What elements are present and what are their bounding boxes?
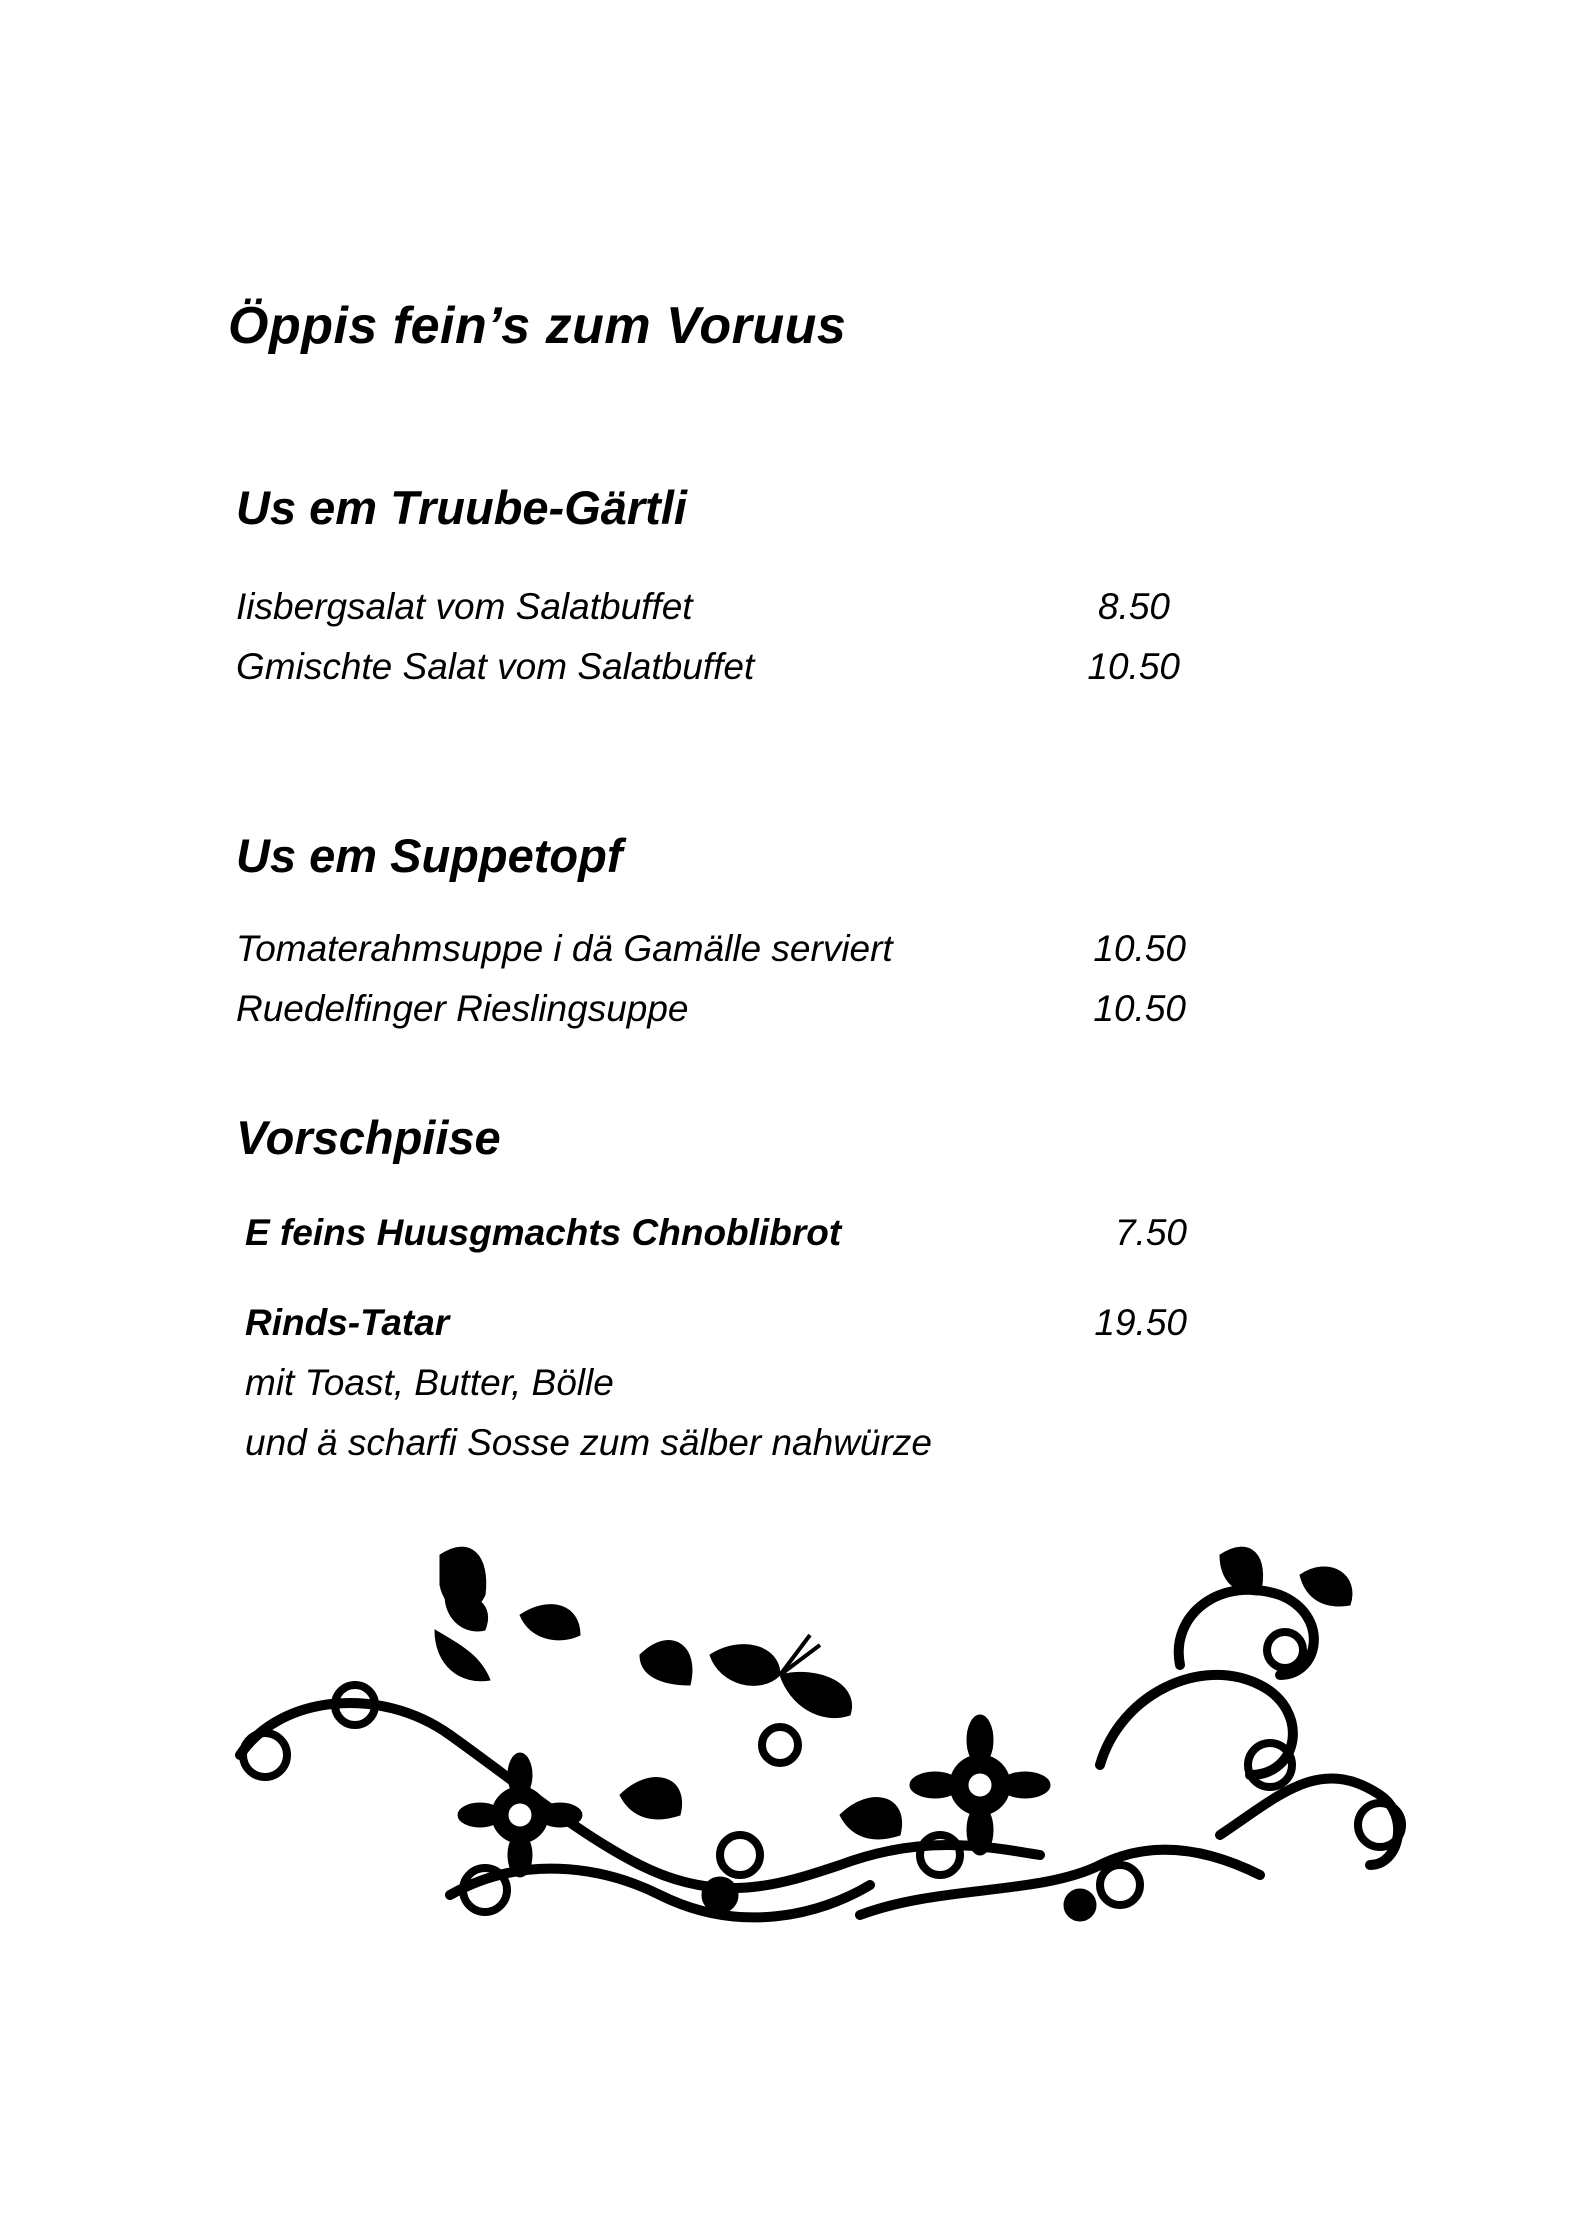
item-name: Ruedelfinger Rieslingsuppe bbox=[236, 988, 689, 1029]
menu-item-gmischte-salat bbox=[236, 646, 1180, 696]
item-name: Tomaterahmsuppe i dä Gamälle serviert bbox=[236, 928, 893, 969]
menu-item-tomaterahmsuppe bbox=[236, 928, 1186, 978]
item-name: Rinds-Tatar bbox=[245, 1302, 450, 1343]
section-heading-truube-gaertli: Us em Truube-Gärtli bbox=[236, 481, 687, 534]
item-price: 10.50 bbox=[1093, 928, 1186, 969]
menu-title: Öppis fein’s zum Voruus bbox=[228, 297, 847, 355]
item-name: Iisbergsalat vom Salatbuffet bbox=[236, 586, 693, 627]
menu-item-rieslingsuppe bbox=[236, 988, 1186, 1038]
menu-item-iisbergsalat bbox=[236, 586, 1170, 636]
item-price: 10.50 bbox=[1087, 646, 1180, 687]
section-heading-suppetopf: Us em Suppetopf bbox=[236, 829, 623, 882]
item-name: Gmischte Salat vom Salatbuffet bbox=[236, 646, 755, 687]
item-price: 10.50 bbox=[1093, 988, 1186, 1029]
section-heading-vorschpiise: Vorschpiise bbox=[236, 1111, 501, 1164]
item-price: 7.50 bbox=[1114, 1212, 1187, 1253]
item-name: E feins Huusgmachts Chnoblibrot bbox=[245, 1212, 842, 1253]
menu-item-chnoblibrot bbox=[245, 1212, 1187, 1262]
item-price: 8.50 bbox=[1097, 586, 1170, 627]
menu-item-rinds-tatar bbox=[245, 1302, 1187, 1352]
floral-butterfly-ornament-icon bbox=[220, 1535, 1420, 1935]
item-description-line: und ä scharfi Sosse zum sälber nahwürze bbox=[245, 1422, 932, 1463]
item-description-line: mit Toast, Butter, Bölle bbox=[245, 1362, 614, 1403]
item-price: 19.50 bbox=[1094, 1302, 1187, 1343]
